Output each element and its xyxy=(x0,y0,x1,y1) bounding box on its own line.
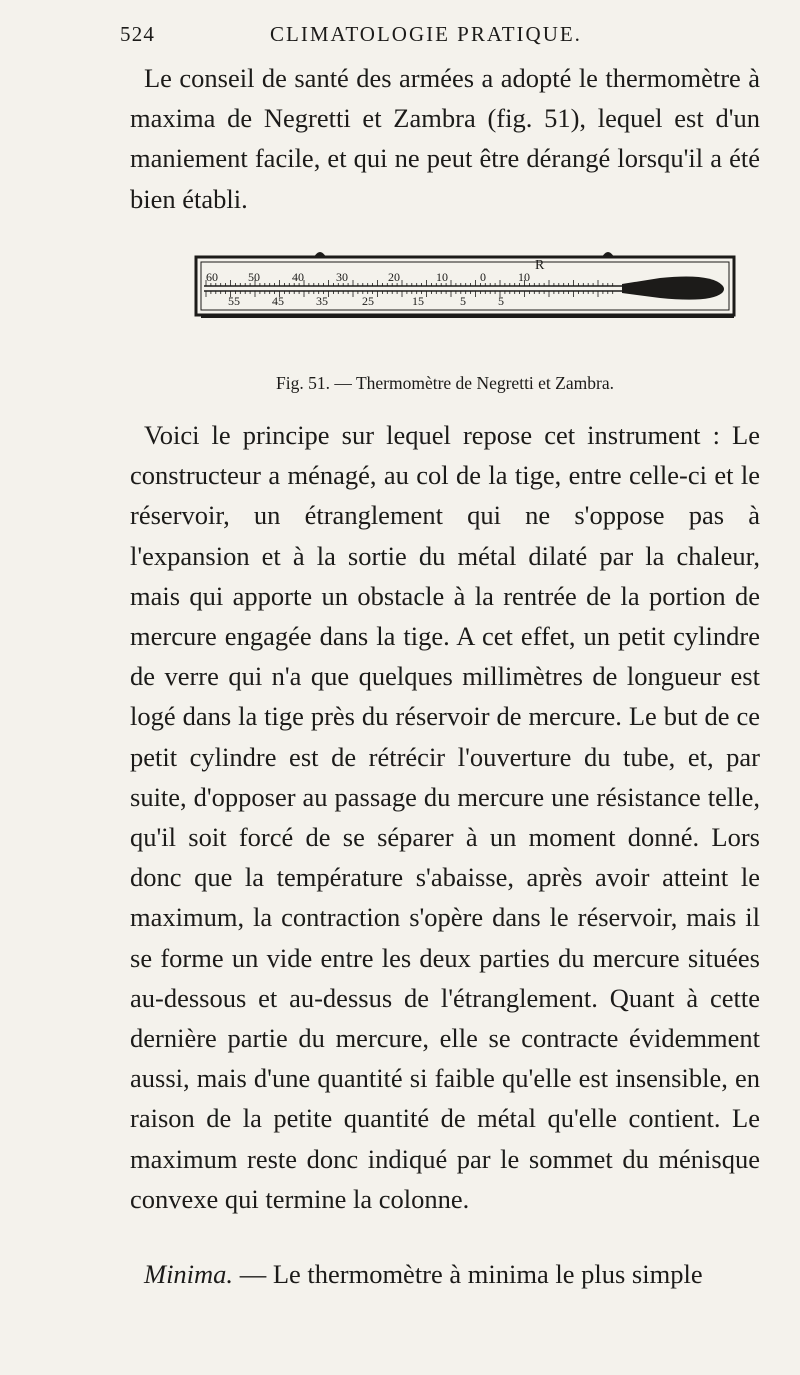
page-number: 524 xyxy=(120,22,156,46)
paragraph-principle: Voici le principe sur lequel repose cet instrument : Le constructeur a ménagé, au col de la tige, entre celle-ci et le réservoir, un étranglement qui ne s'oppose pas à l'expansion et à la sortie du métal dilaté par la chaleur, mais qui apporte un obstacle à la rentrée de la portion de mercure engagée dans la tige. A cet effet, un petit cylindre de verre qui n'a que quelques millimètres de longueur est logé dans la tige près du réservoir de mercure. Le but de ce petit cylindre est de rétrécir l'ouverture du tube, et, par suite, d'opposer au passage du mercure une résistance telle, qu'il soit forcé de se séparer à un moment donné. Lors donc que la température s'abaisse, après avoir atteint le maximum, la contraction s'opère dans le réservoir, mais il se forme un vide entre les deux parties du mercure situées au-dessous et au-dessus de l'étranglement. Quant à cette dernière partie du mercure, elle se contracte évidemment aussi, mais d'une quantité si faible qu'elle est insensible, en raison de la petite quantité de métal qu'elle contient. Le maximum reste donc indiqué par le sommet du ménisque convexe qui termine la colonne. xyxy=(130,420,760,1214)
scale-bottom-label: 5 xyxy=(498,294,504,308)
minima-heading: Minima. xyxy=(144,1259,234,1289)
scale-bottom-label: 55 xyxy=(228,294,240,308)
paragraph-minima xyxy=(130,1254,760,1294)
scale-top-label: 0 xyxy=(480,270,486,284)
mount-ring-right xyxy=(602,252,614,257)
scale-bottom-label: 5 xyxy=(460,294,466,308)
caption-separator: — xyxy=(330,373,356,393)
scale-top-label: 30 xyxy=(336,270,348,284)
reservoir-letter: R xyxy=(535,258,545,273)
thermometer-illustration xyxy=(190,245,740,355)
scale-top-label: 20 xyxy=(388,270,400,284)
scale-top-label: 10 xyxy=(436,270,448,284)
scale-bottom-label: 15 xyxy=(412,294,424,308)
scale-bottom-label: 35 xyxy=(316,294,328,308)
scale-bottom-label: 45 xyxy=(272,294,284,308)
scale-bottom-label: 25 xyxy=(362,294,374,308)
figure-caption xyxy=(130,373,760,394)
scale-top-label: 50 xyxy=(248,270,260,284)
paragraph-intro: Le conseil de santé des armées a adopté le thermomètre à maxima de Negretti et Zambra (fig. 51), lequel est d'un maniement facile, et qui ne peut être dérangé lorsqu'il a été bien établi. xyxy=(130,63,760,214)
scale-top-label: 60 xyxy=(206,270,218,284)
caption-text: Thermomètre de Negretti et Zambra. xyxy=(355,373,614,393)
scale-top-label: 40 xyxy=(292,270,304,284)
minima-text: — Le thermomètre à minima le plus simple xyxy=(233,1259,703,1289)
figure-thermometer xyxy=(190,245,740,355)
scale-top-label: 10 xyxy=(518,270,530,284)
running-title: CLIMATOLOGIE PRATIQUE. xyxy=(270,22,582,46)
caption-label: Fig. 51. xyxy=(276,373,331,393)
mount-ring-left xyxy=(314,252,326,257)
running-head xyxy=(120,22,680,52)
